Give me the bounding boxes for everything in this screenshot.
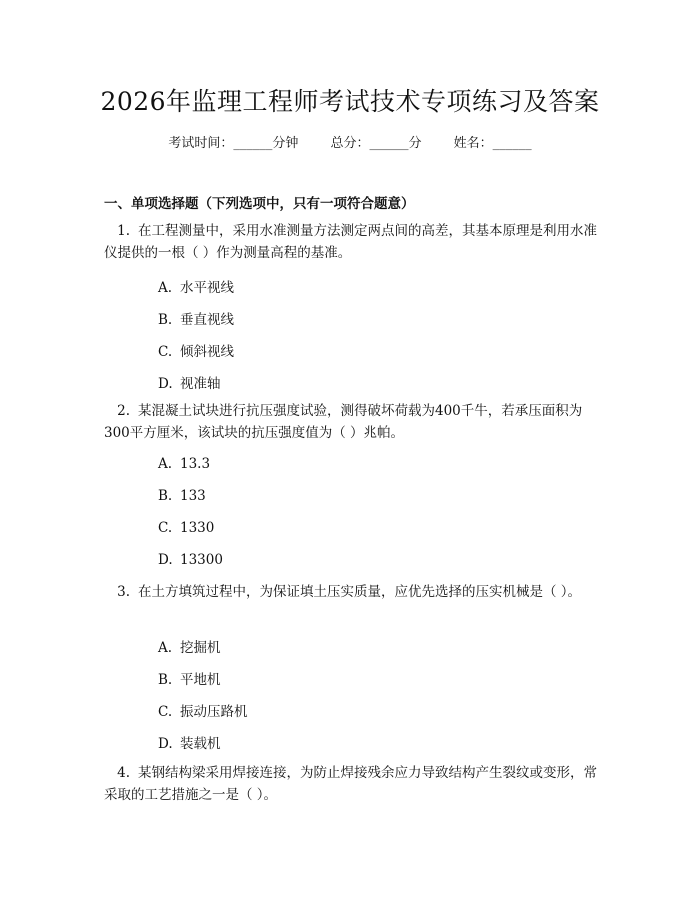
question-2 xyxy=(104,400,600,444)
option-label: D. xyxy=(158,736,173,752)
question-3-option-b xyxy=(158,668,221,688)
option-text: 1330 xyxy=(180,520,215,536)
exam-name: 姓名：______ xyxy=(453,136,532,151)
option-label: D. xyxy=(158,376,173,392)
question-text: 在土方填筑过程中，为保证填土压实质量，应优先选择的压实机械是（ ）。 xyxy=(138,584,582,600)
exam-time: 考试时间：______分钟 xyxy=(168,136,299,151)
option-text: 13.3 xyxy=(180,456,211,472)
question-1-option-c xyxy=(158,340,234,360)
option-text: 13300 xyxy=(180,552,223,568)
question-4 xyxy=(104,762,600,806)
option-label: C. xyxy=(158,704,173,720)
page-title: 2026年监理工程师考试技术专项练习及答案 xyxy=(100,87,600,116)
question-1 xyxy=(104,220,600,264)
option-label: D. xyxy=(158,552,173,568)
question-3-option-d xyxy=(158,732,221,752)
question-number: 1. xyxy=(117,223,130,239)
option-label: A. xyxy=(158,456,173,472)
question-2-option-a xyxy=(158,456,210,472)
option-label: C. xyxy=(158,344,173,360)
question-text: 在工程测量中，采用水准测量方法测定两点间的高差，其基本原理是利用水准仪提供的一根（ ）作为测量高程的基准。 xyxy=(104,223,597,261)
option-text: 挖掘机 xyxy=(180,640,221,656)
option-text: 水平视线 xyxy=(180,280,234,296)
option-text: 垂直视线 xyxy=(180,312,234,328)
question-3-option-a xyxy=(158,636,221,656)
option-text: 视准轴 xyxy=(180,376,221,392)
question-2-option-c xyxy=(158,520,214,536)
question-2-option-d xyxy=(158,552,223,568)
option-label: A. xyxy=(158,640,173,656)
option-label: B. xyxy=(158,672,173,688)
option-label: B. xyxy=(158,312,173,328)
question-text: 某钢结构梁采用焊接连接，为防止焊接残余应力导致结构产生裂纹或变形，常采取的工艺措施之一是（ ）。 xyxy=(104,765,597,803)
option-text: 振动压路机 xyxy=(180,704,248,720)
option-label: A. xyxy=(158,280,173,296)
exam-score: 总分：______分 xyxy=(330,136,422,151)
question-number: 4. xyxy=(117,765,130,781)
option-label: C. xyxy=(158,520,173,536)
section-title: 一、单项选择题（下列选项中，只有一项符合题意） xyxy=(104,196,415,212)
option-text: 133 xyxy=(180,488,206,504)
question-1-option-b xyxy=(158,308,234,328)
question-2-option-b xyxy=(158,488,206,504)
option-text: 倾斜视线 xyxy=(180,344,234,360)
question-number: 2. xyxy=(117,403,130,419)
exam-meta xyxy=(0,132,700,151)
option-text: 装载机 xyxy=(180,736,221,752)
question-number: 3. xyxy=(117,584,130,600)
option-label: B. xyxy=(158,488,173,504)
question-3-option-c xyxy=(158,700,248,720)
question-3 xyxy=(104,581,600,603)
question-text: 某混凝土试块进行抗压强度试验，测得破坏荷载为400千牛，若承压面积为300平方厘米，该试块的抗压强度值为（ ）兆帕。 xyxy=(104,403,583,441)
option-text: 平地机 xyxy=(180,672,221,688)
question-1-option-d xyxy=(158,372,221,392)
question-1-option-a xyxy=(158,276,234,296)
